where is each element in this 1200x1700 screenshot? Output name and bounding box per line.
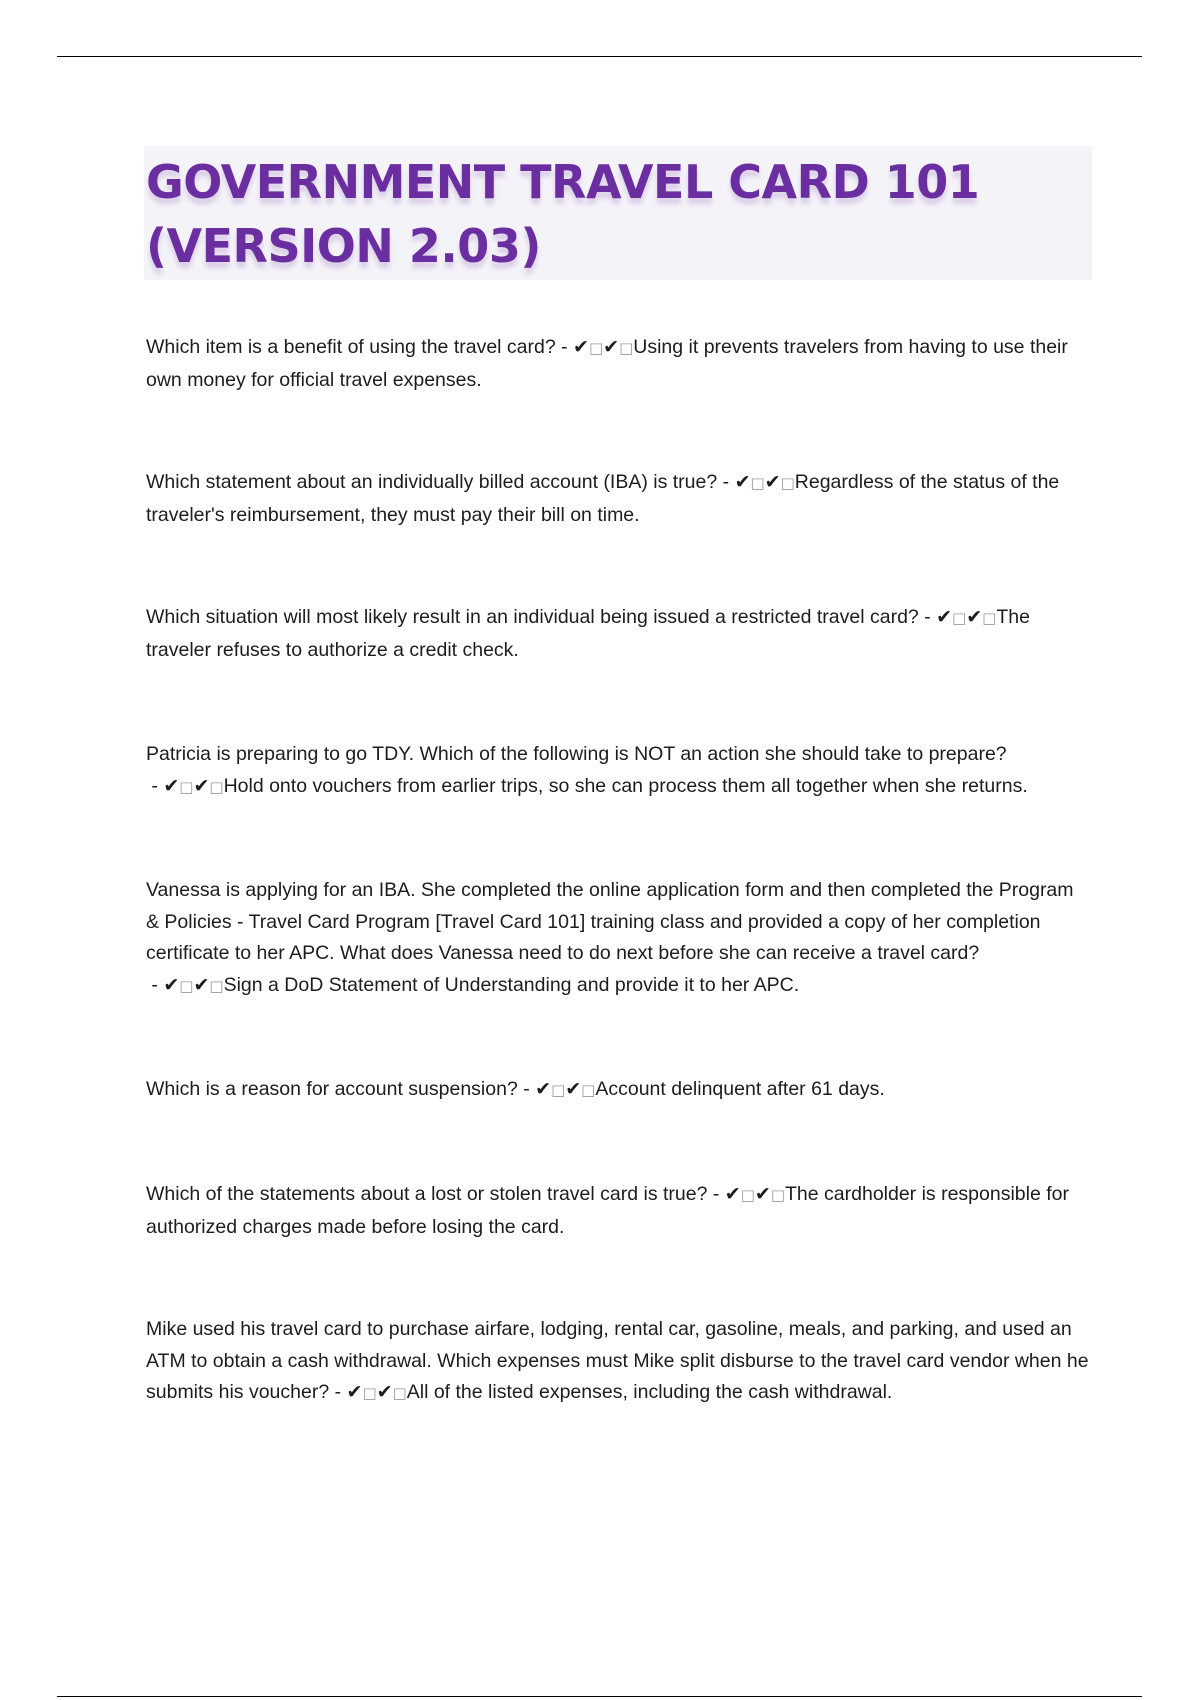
separator: - xyxy=(918,606,937,628)
answer-text: Regardless of the status of the traveler's reimbursement, they must pay their bill on time. xyxy=(146,471,1060,526)
check-icon: ✔ xyxy=(573,336,589,358)
box-icon: □ xyxy=(740,1186,755,1204)
title-banner xyxy=(144,146,1092,280)
qa-item xyxy=(146,332,1090,396)
answer-text: Using it prevents travelers from having to use their own money for official travel expenses. xyxy=(146,336,1068,391)
box-icon: □ xyxy=(392,1384,407,1402)
box-icon: □ xyxy=(179,976,194,995)
check-icon: ✔ xyxy=(193,973,210,996)
question-text: Vanessa is applying for an IBA. She completed the online application form and then completed the Program & Policies - Travel Card Program [Travel Card 101] training class and provided a copy of her completion certificate to her APC. What does Vanessa need to do next before she can receive a travel card? xyxy=(146,879,1074,964)
box-icon: □ xyxy=(982,609,997,627)
box-icon: □ xyxy=(952,609,967,627)
qa-item xyxy=(146,467,1090,531)
qa-item xyxy=(146,602,1090,666)
separator: - xyxy=(329,1381,347,1403)
question-text: Which item is a benefit of using the travel card? xyxy=(146,336,556,358)
separator: - xyxy=(517,1078,536,1100)
answer-text: Hold onto vouchers from earlier trips, so she can process them all together when she returns. xyxy=(223,774,1028,797)
question-text: Which statement about an individually billed account (IBA) is true? xyxy=(146,471,718,493)
check-icon: ✔ xyxy=(193,774,210,797)
box-icon: □ xyxy=(619,339,634,357)
check-icon: ✔ xyxy=(734,471,751,493)
answer-text: Sign a DoD Statement of Understanding and provide it to her APC. xyxy=(223,973,800,996)
qa-item xyxy=(146,1314,1090,1410)
box-icon: □ xyxy=(362,1384,377,1402)
check-icon: ✔ xyxy=(754,1183,771,1205)
check-icon: ✔ xyxy=(163,973,180,996)
bottom-divider xyxy=(57,1696,1142,1697)
question-text: Which is a reason for account suspension? xyxy=(146,1078,518,1100)
qa-item xyxy=(146,1179,1090,1243)
box-icon: □ xyxy=(179,777,194,796)
qa-item xyxy=(146,1074,885,1107)
page-title: GOVERNMENT TRAVEL CARD 101 (VERSION 2.03) xyxy=(146,155,980,273)
box-icon: □ xyxy=(209,777,224,796)
separator: - xyxy=(555,336,574,358)
check-icon: ✔ xyxy=(565,1078,582,1100)
check-icon: ✔ xyxy=(603,336,620,358)
box-icon: □ xyxy=(209,976,224,995)
check-icon: ✔ xyxy=(376,1381,393,1403)
box-icon: □ xyxy=(551,1081,566,1099)
check-icon: ✔ xyxy=(346,1381,363,1403)
box-icon: □ xyxy=(780,474,795,492)
separator: - xyxy=(707,1183,725,1205)
check-icon: ✔ xyxy=(936,606,953,628)
answer-text: The cardholder is responsible for authorized charges made before losing the card. xyxy=(146,1183,1069,1238)
check-icon: ✔ xyxy=(724,1183,741,1205)
question-text: Mike used his travel card to purchase airfare, lodging, rental car, gasoline, meals, and parking, and used an ATM to obtain a cash withdrawal. Which expenses must Mike split disburse to the travel card vendor when he submits his voucher? xyxy=(146,1318,1089,1403)
question-text: Which situation will most likely result in an individual being issued a restricted travel card? xyxy=(146,606,919,628)
answer-text: Account delinquent after 61 days. xyxy=(595,1078,885,1100)
answer-text: All of the listed expenses, including the cash withdrawal. xyxy=(406,1381,893,1403)
separator: - xyxy=(146,973,164,996)
check-icon: ✔ xyxy=(163,774,180,797)
check-icon: ✔ xyxy=(764,471,781,493)
qa-item xyxy=(146,739,1090,803)
answer-text: The traveler refuses to authorize a credit check. xyxy=(146,606,1030,661)
separator: - xyxy=(146,774,164,797)
box-icon: □ xyxy=(581,1081,596,1099)
question-text: Patricia is preparing to go TDY. Which of the following is NOT an action she should take to prepare? xyxy=(146,743,1007,765)
separator: - xyxy=(717,471,735,493)
box-icon: □ xyxy=(750,474,765,492)
box-icon: □ xyxy=(770,1186,786,1204)
check-icon: ✔ xyxy=(535,1078,552,1100)
box-icon: □ xyxy=(588,339,604,357)
check-icon: ✔ xyxy=(966,606,983,628)
top-divider xyxy=(57,56,1142,57)
qa-item xyxy=(146,875,1090,1002)
question-text: Which of the statements about a lost or stolen travel card is true? xyxy=(146,1183,708,1205)
